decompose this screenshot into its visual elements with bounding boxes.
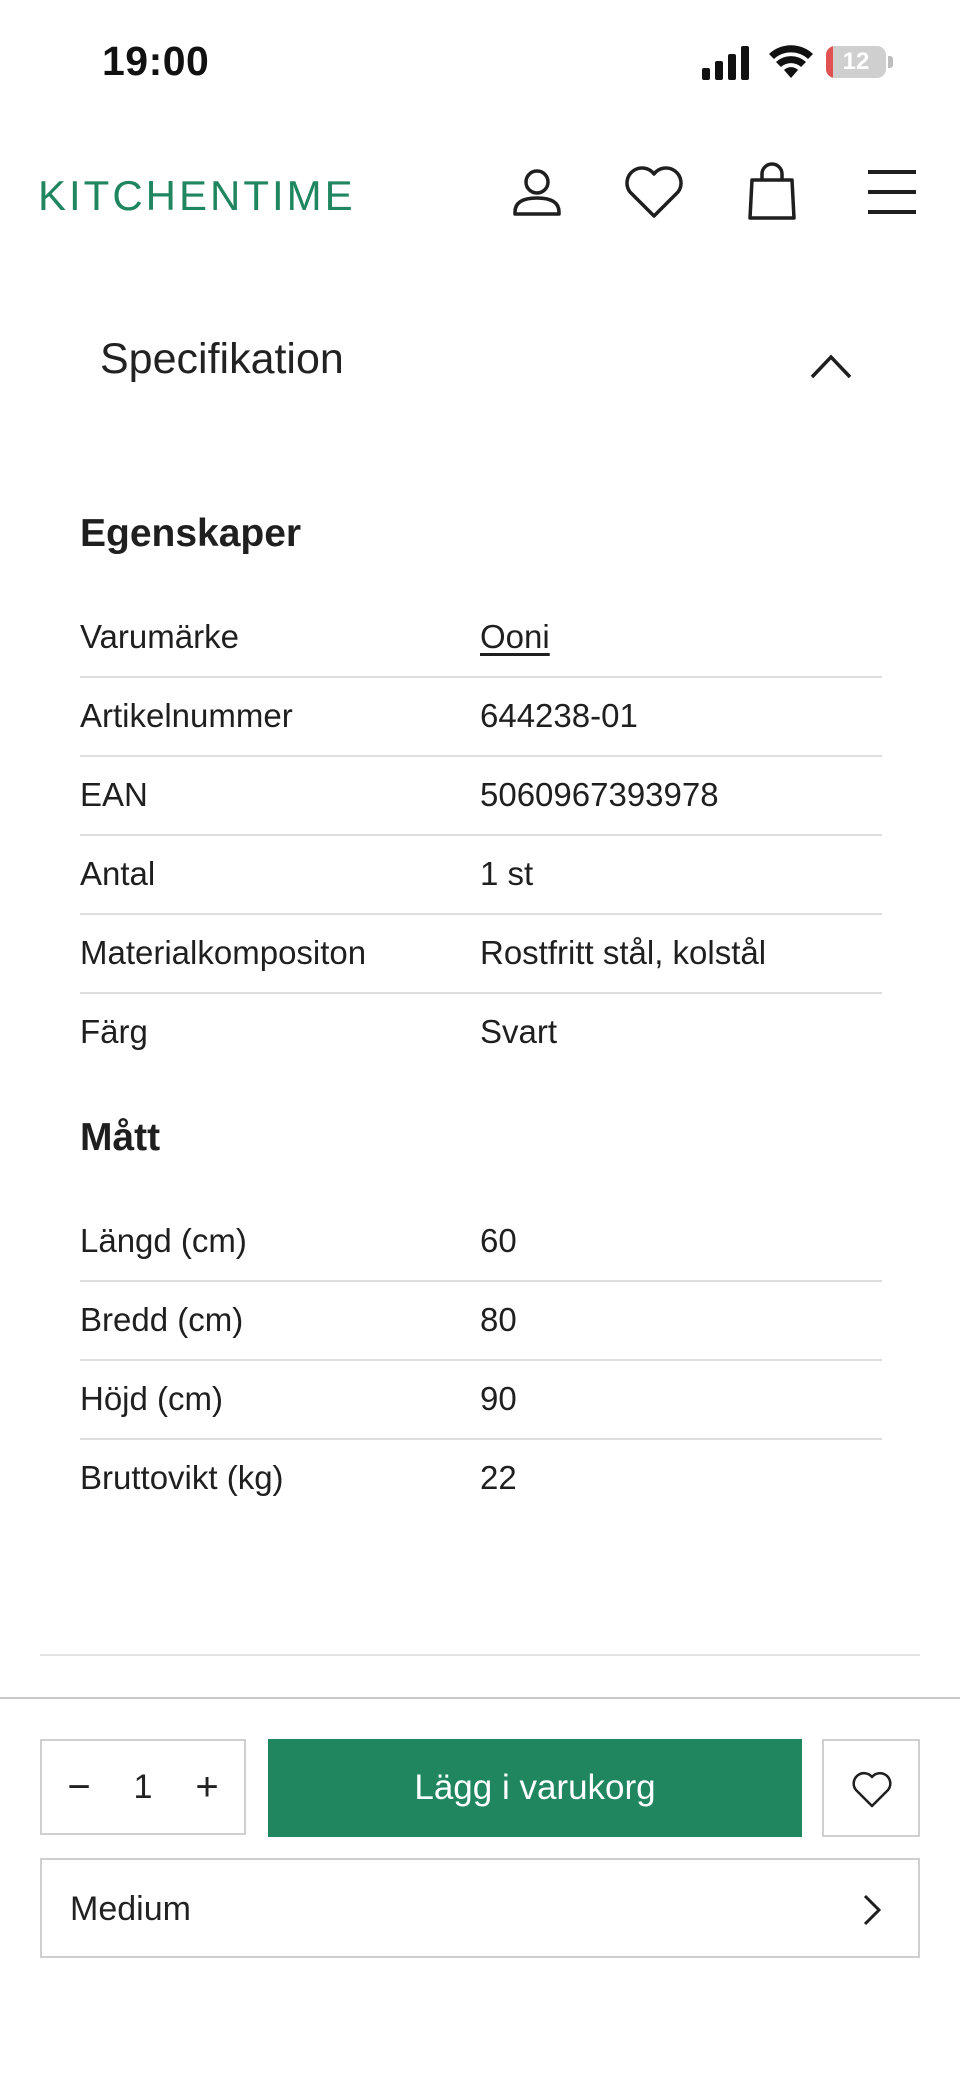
section-divider — [40, 1654, 920, 1656]
spec-value: 1 st — [480, 855, 534, 892]
account-button[interactable] — [505, 160, 569, 224]
spec-row-color — [80, 993, 882, 1071]
spec-label: Bruttovikt (kg) — [80, 1459, 284, 1496]
spec-label: EAN — [80, 776, 148, 813]
spec-value: 90 — [480, 1380, 517, 1417]
menu-icon — [860, 160, 924, 224]
spec-label: Höjd (cm) — [80, 1380, 224, 1417]
shopping-bag-icon — [740, 160, 804, 224]
brand-link[interactable]: Ooni — [480, 618, 550, 655]
spec-row-quantity — [80, 835, 882, 915]
logo-text: KITCHENTIME — [38, 172, 356, 218]
chevron-right-icon — [856, 1892, 886, 1928]
spec-label: Bredd (cm) — [80, 1301, 244, 1338]
spec-label: Artikelnummer — [80, 697, 293, 734]
spec-row-brand — [80, 598, 882, 678]
spec-label: Antal — [80, 855, 156, 892]
chevron-up-icon[interactable] — [808, 345, 854, 385]
quantity-value[interactable]: 1 — [133, 1768, 153, 1806]
spec-row-article-number — [80, 677, 882, 757]
wifi-icon — [768, 44, 814, 80]
spec-row-length — [80, 1202, 882, 1282]
spec-row-material — [80, 914, 882, 994]
quantity-stepper — [40, 1739, 246, 1835]
spec-value: Rostfritt stål, kolstål — [480, 934, 767, 971]
spec-row-height — [80, 1360, 882, 1440]
spec-value: Svart — [480, 1013, 558, 1050]
wishlist-button[interactable] — [622, 160, 686, 224]
variant-label: Medium — [70, 1890, 191, 1928]
menu-button[interactable] — [860, 160, 924, 224]
spec-value: 22 — [480, 1459, 517, 1496]
battery-icon — [826, 46, 894, 80]
spec-label: Materialkompositon — [80, 934, 367, 971]
cellular-signal-icon — [702, 46, 752, 80]
kitchentime-logo[interactable] — [38, 170, 388, 218]
spec-label: Färg — [80, 1013, 148, 1050]
accordion-title[interactable]: Specifikation — [100, 335, 344, 383]
spec-value: 60 — [480, 1222, 517, 1259]
status-time: 19:00 — [102, 38, 210, 84]
add-to-wishlist-button[interactable] — [822, 1739, 920, 1837]
increase-quantity-button[interactable]: + — [195, 1765, 219, 1809]
dimensions-heading: Mått — [80, 1116, 161, 1159]
sticky-bar-divider — [0, 1697, 960, 1699]
decrease-quantity-button[interactable]: − — [67, 1765, 91, 1809]
spec-value: 80 — [480, 1301, 517, 1338]
spec-row-width — [80, 1281, 882, 1361]
properties-heading: Egenskaper — [80, 512, 302, 555]
variant-selector[interactable] — [40, 1858, 920, 1958]
spec-label: Längd (cm) — [80, 1222, 247, 1259]
spec-label: Varumärke — [80, 618, 239, 655]
cart-button[interactable] — [740, 160, 804, 224]
add-to-cart-button[interactable]: Lägg i varukorg — [268, 1739, 802, 1837]
heart-icon — [622, 160, 686, 224]
user-icon — [505, 160, 569, 224]
spec-value: 644238-01 — [480, 697, 638, 734]
spec-row-ean — [80, 756, 882, 836]
battery-level: 12 — [842, 48, 870, 75]
spec-row-gross-weight — [80, 1439, 882, 1517]
spec-value: 5060967393978 — [480, 776, 719, 813]
heart-icon — [851, 1769, 893, 1809]
